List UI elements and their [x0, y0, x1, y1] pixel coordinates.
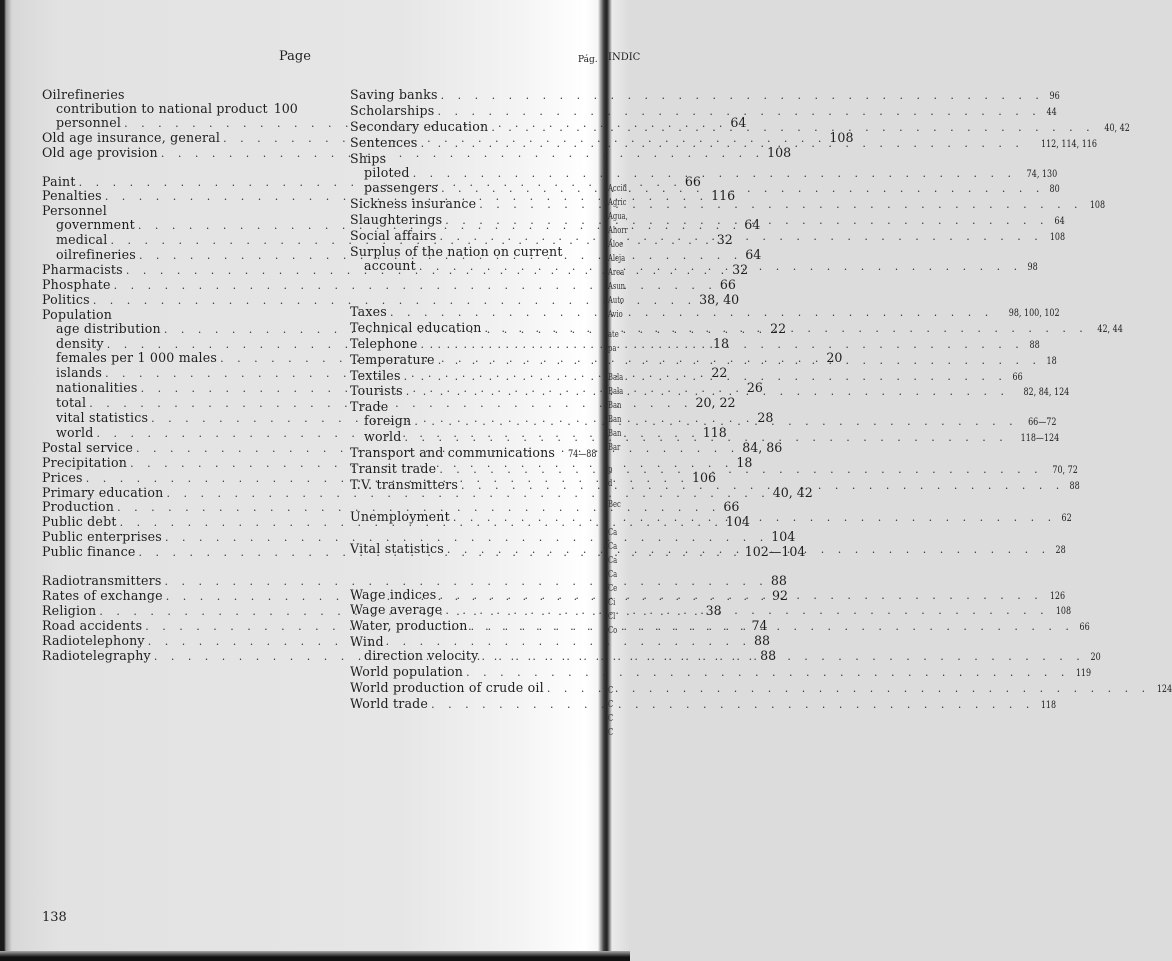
index-term: Production [42, 499, 115, 515]
index-term: islands [56, 365, 103, 381]
index-page-refs: 106 [691, 469, 717, 485]
index-term: Road accidents [42, 617, 143, 633]
index-page-refs: 22 [770, 320, 787, 336]
dot-leader [437, 105, 1040, 119]
next-page-fragment-text: C [608, 728, 614, 738]
next-page-fragment-text: C [608, 700, 614, 710]
index-entry [42, 100, 298, 116]
index-page-refs: 96 [1049, 91, 1060, 102]
index-page-refs: 38, 40 [699, 291, 740, 307]
dot-leader [421, 137, 1024, 151]
index-term: medical [56, 232, 108, 248]
index-page-refs: 66 [1012, 371, 1023, 383]
next-page-fragment-text: Asun [608, 282, 626, 292]
index-entry [350, 695, 1057, 713]
index-term: nationalities [56, 380, 138, 396]
next-page-fragment-text: Ce [608, 584, 618, 594]
index-page-refs: 108 [767, 144, 792, 160]
next-page-fragment-text: ate [608, 330, 619, 340]
index-term: T.V. transmitters [350, 476, 459, 492]
index-page-refs: 118 [1041, 699, 1057, 711]
index-page-refs: 26 [746, 380, 763, 396]
index-term: Religion [42, 602, 97, 618]
index-term: account [364, 257, 416, 273]
index-entry [350, 664, 1092, 681]
index-term: Penalties [42, 188, 102, 204]
index-term: Public finance [42, 544, 136, 560]
index-page-refs: 64 [730, 114, 747, 130]
index-page-refs: 18 [1046, 355, 1057, 367]
index-term: Population [42, 306, 113, 322]
index-page-refs: 20, 22 [695, 395, 736, 411]
index-page-refs: 108 [829, 129, 854, 145]
dot-leader [445, 604, 1048, 618]
next-page-fragment-text: Auto [608, 296, 625, 306]
index-page-refs: 118—124 [1020, 433, 1059, 445]
dot-leader [453, 511, 1056, 525]
index-term: Radiotransmitters [42, 573, 162, 589]
index-page-refs: 42, 44 [1097, 323, 1123, 335]
index-term: World production of crude oil [350, 680, 544, 695]
index-term: Temperature [350, 351, 435, 367]
index-term: Sickness insurance [350, 196, 477, 212]
index-term: Public debt [42, 514, 117, 530]
dot-leader [461, 479, 1064, 493]
dot-leader [481, 647, 1084, 664]
next-page-fragment-text: Accid [608, 184, 627, 194]
index-page-refs: 104 [725, 514, 750, 530]
index-term: Oilrefineries [42, 87, 125, 102]
index-page-refs: 40, 42 [772, 484, 813, 500]
index-term: world [56, 424, 94, 440]
index-term: total [56, 395, 87, 411]
dot-leader [419, 260, 1022, 274]
next-page-fragment-text: Ahorr [608, 226, 628, 236]
index-term: age distribution [56, 320, 161, 336]
dot-leader [547, 682, 1150, 696]
dot-leader [479, 198, 1082, 212]
next-page-fragment-text: Ban [608, 415, 622, 425]
index-page-refs: 64 [1054, 216, 1065, 228]
index-term: world [364, 429, 402, 445]
index-page-refs: 40, 42 [1103, 122, 1130, 134]
next-page-fragment-text: Bar [608, 443, 621, 453]
index-page-refs: 126 [1049, 590, 1065, 602]
index-page-refs: 66 [684, 173, 701, 189]
next-page-fragment-text: Ca [608, 570, 618, 580]
index-page-refs: 44 [1046, 106, 1057, 118]
next-page-fragment-text: Co [608, 626, 618, 636]
index-term: Paint [42, 173, 76, 189]
dot-leader [413, 167, 1016, 181]
index-term: females per 1 000 males [56, 350, 218, 366]
index-entry [350, 152, 590, 166]
next-page-fragment-text: Ca [608, 556, 618, 566]
dot-leader [441, 182, 1044, 196]
index-entry [350, 635, 590, 649]
index-term: Politics [42, 291, 90, 307]
index-entry [42, 308, 282, 322]
next-page-fragment-text: Avio [608, 310, 623, 320]
next-page-fragment-text: Ban [608, 429, 622, 439]
page-header-label: Page [279, 49, 311, 64]
next-page-fragment-text: Area [608, 268, 625, 278]
index-page-refs: 82, 84, 124 [1023, 387, 1070, 399]
index-term: Ships [350, 150, 387, 166]
dot-leader [485, 322, 1088, 336]
index-term: passengers [364, 180, 439, 196]
index-page-refs: 84, 86 [742, 439, 783, 455]
next-page-fragment-text: Cl [608, 612, 616, 622]
index-page-refs: 20 [1090, 652, 1101, 664]
index-term: vital statistics [56, 410, 149, 426]
index-page-refs: 119 [1076, 668, 1092, 680]
index-page-refs: 100 [273, 100, 298, 116]
index-page-refs: 88 [760, 647, 777, 663]
index-term: Rates of exchange [42, 588, 163, 603]
index-page-refs: 92 [772, 588, 789, 603]
index-term: Personnel [42, 203, 107, 219]
index-term: Public enterprises [42, 529, 162, 545]
index-term: Surplus of the nation on current [350, 244, 563, 260]
index-term: oilrefineries [56, 247, 136, 263]
dot-leader [404, 431, 1007, 445]
index-page-refs: 28 [757, 410, 774, 426]
index-term: Transport and communications [350, 445, 556, 461]
index-entry [350, 400, 590, 414]
index-term: Secondary education [350, 118, 489, 134]
index-term: Radiotelephony [42, 632, 145, 648]
index-page-refs: 98, 100, 102 [1008, 307, 1060, 319]
next-page-fragment-text: Aloe [608, 240, 624, 250]
index-term: Postal service [42, 439, 133, 455]
index-term: Pharmacists [42, 261, 123, 277]
index-entry [42, 88, 282, 102]
next-page-fragment-text: C [608, 714, 614, 724]
index-page-refs: 18 [712, 335, 729, 351]
index-entry [42, 204, 282, 218]
page-number: 138 [42, 910, 67, 925]
next-page-fragment-text: Ca [608, 542, 618, 552]
page-edge-shadow [0, 951, 630, 961]
index-term: Taxes [350, 303, 387, 319]
index-page-refs: 88 [770, 573, 787, 589]
index-term: World trade [350, 695, 429, 711]
index-term: Precipitation [42, 454, 128, 470]
dot-leader [406, 385, 1009, 399]
index-page-refs: 66—72 [1027, 417, 1057, 429]
next-page-fragment-text: Ca [608, 528, 618, 538]
dot-leader [438, 354, 1041, 368]
index-term: Wage average [350, 602, 443, 618]
dot-leader [390, 306, 993, 320]
index-page-refs: 88 [754, 632, 771, 648]
index-page-refs: 102—104 [744, 544, 806, 560]
next-page-fragment-text: Bala [608, 373, 624, 383]
index-term: foreign [364, 413, 412, 429]
index-page-refs: 74 [751, 617, 768, 633]
index-page-refs: 74, 130 [1026, 168, 1058, 180]
index-term: Phosphate [42, 276, 111, 292]
index-term: Textiles [350, 367, 401, 383]
index-term: government [56, 217, 135, 233]
dot-leader [431, 698, 1034, 712]
index-entry [350, 445, 597, 462]
index-term: Wind [350, 634, 384, 650]
next-page-fragment-text: Agua, [608, 212, 628, 222]
next-page-fragment-text: Agric [608, 198, 627, 208]
index-term: Trade [350, 399, 389, 415]
dot-leader [466, 666, 1069, 680]
index-page-refs: 22 [711, 365, 728, 381]
index-page-refs: 20 [826, 350, 843, 366]
index-page-refs: 32 [716, 232, 733, 248]
index-entry [350, 680, 1172, 697]
index-term: Transit trade [350, 460, 437, 476]
index-term: Prices [42, 469, 83, 485]
dot-leader [445, 214, 1048, 228]
next-page-fragment-text: Bec [608, 500, 621, 510]
index-page-refs: 70, 72 [1051, 464, 1078, 476]
next-page-fragment-text: Aleja [608, 254, 626, 264]
index-page-refs: 62 [1061, 512, 1072, 524]
index-term: Slaughterings [350, 212, 443, 228]
index-page-refs: 28 [1055, 544, 1066, 556]
index-page-refs: 112, 114, 116 [1040, 138, 1097, 150]
index-page-refs: 88 [1029, 339, 1040, 351]
index-entry [350, 102, 1057, 120]
dot-leader [439, 463, 1042, 477]
index-page-refs: 108 [1055, 606, 1071, 618]
index-page-refs: 116 [711, 188, 736, 204]
next-page-fragment-text: p [608, 465, 613, 475]
next-page-fragment-text: Ci [608, 598, 616, 608]
index-page-refs: 66 [719, 276, 736, 292]
index-term: Sentences [350, 134, 418, 150]
dot-leader [404, 370, 1007, 384]
next-page-fragment-text: Bala [608, 387, 624, 397]
dot-leader [491, 121, 1094, 135]
index-term: Technical education [350, 319, 482, 335]
index-term: Old age insurance, general [42, 129, 221, 145]
index-term: density [56, 335, 104, 351]
index-term: direction velocity [364, 648, 479, 664]
index-term: Water, production [350, 618, 468, 634]
dot-leader [447, 543, 1050, 560]
next-page-fragment-text: Ban [608, 401, 622, 411]
index-term: Scholarships [350, 102, 435, 118]
index-term: Saving banks [350, 87, 438, 102]
index-term: Social affairs [350, 228, 437, 244]
index-term: personnel [56, 114, 122, 130]
index-term: World population [350, 664, 464, 680]
index-term: Wage indices [350, 586, 437, 602]
index-page-refs: 18 [736, 454, 753, 470]
index-page-refs: 64 [744, 217, 761, 233]
index-page-refs: 118 [702, 424, 727, 440]
index-page-refs: 38 [705, 602, 722, 618]
index-page-refs: 98 [1027, 261, 1038, 273]
index-page-refs: 108 [1049, 232, 1065, 244]
index-page-refs: 66 [1079, 622, 1090, 634]
index-page-refs: 32 [732, 261, 749, 277]
next-page-title: INDIC [608, 52, 641, 63]
index-term: piloted [364, 164, 410, 180]
index-page-refs: 104 [771, 529, 796, 545]
index-page-refs: 124 [1156, 684, 1172, 695]
index-page-refs: 88 [1069, 480, 1081, 492]
index-term: Primary education [42, 484, 164, 500]
next-page-fragment-text: pa [608, 344, 617, 354]
index-page-refs: 108 [1089, 200, 1105, 212]
next-page-fragment-text: d [608, 479, 613, 489]
index-entry [350, 87, 1060, 104]
index-term: contribution to national product [56, 100, 268, 116]
dot-leader [439, 230, 1042, 244]
index-term: Unemployment [350, 508, 450, 524]
dot-leader [439, 589, 1042, 603]
dot-leader [414, 415, 1017, 429]
index-page-refs: 80 [1049, 184, 1061, 196]
index-page-refs: 66 [723, 499, 740, 515]
next-page-fragment-text: C [608, 686, 614, 696]
index-page-refs: 74—88 [568, 449, 597, 461]
index-term: Vital statistics [350, 540, 444, 556]
index-term: Old age provision [42, 144, 158, 160]
index-entry [350, 245, 590, 259]
dot-leader [441, 89, 1044, 103]
index-term: Telephone [350, 335, 418, 351]
next-page-header-label: Pág. [578, 55, 598, 65]
index-term: Tourists [350, 383, 403, 399]
index-term: Radiotelegraphy [42, 647, 151, 663]
index-page-refs: 64 [745, 247, 762, 263]
